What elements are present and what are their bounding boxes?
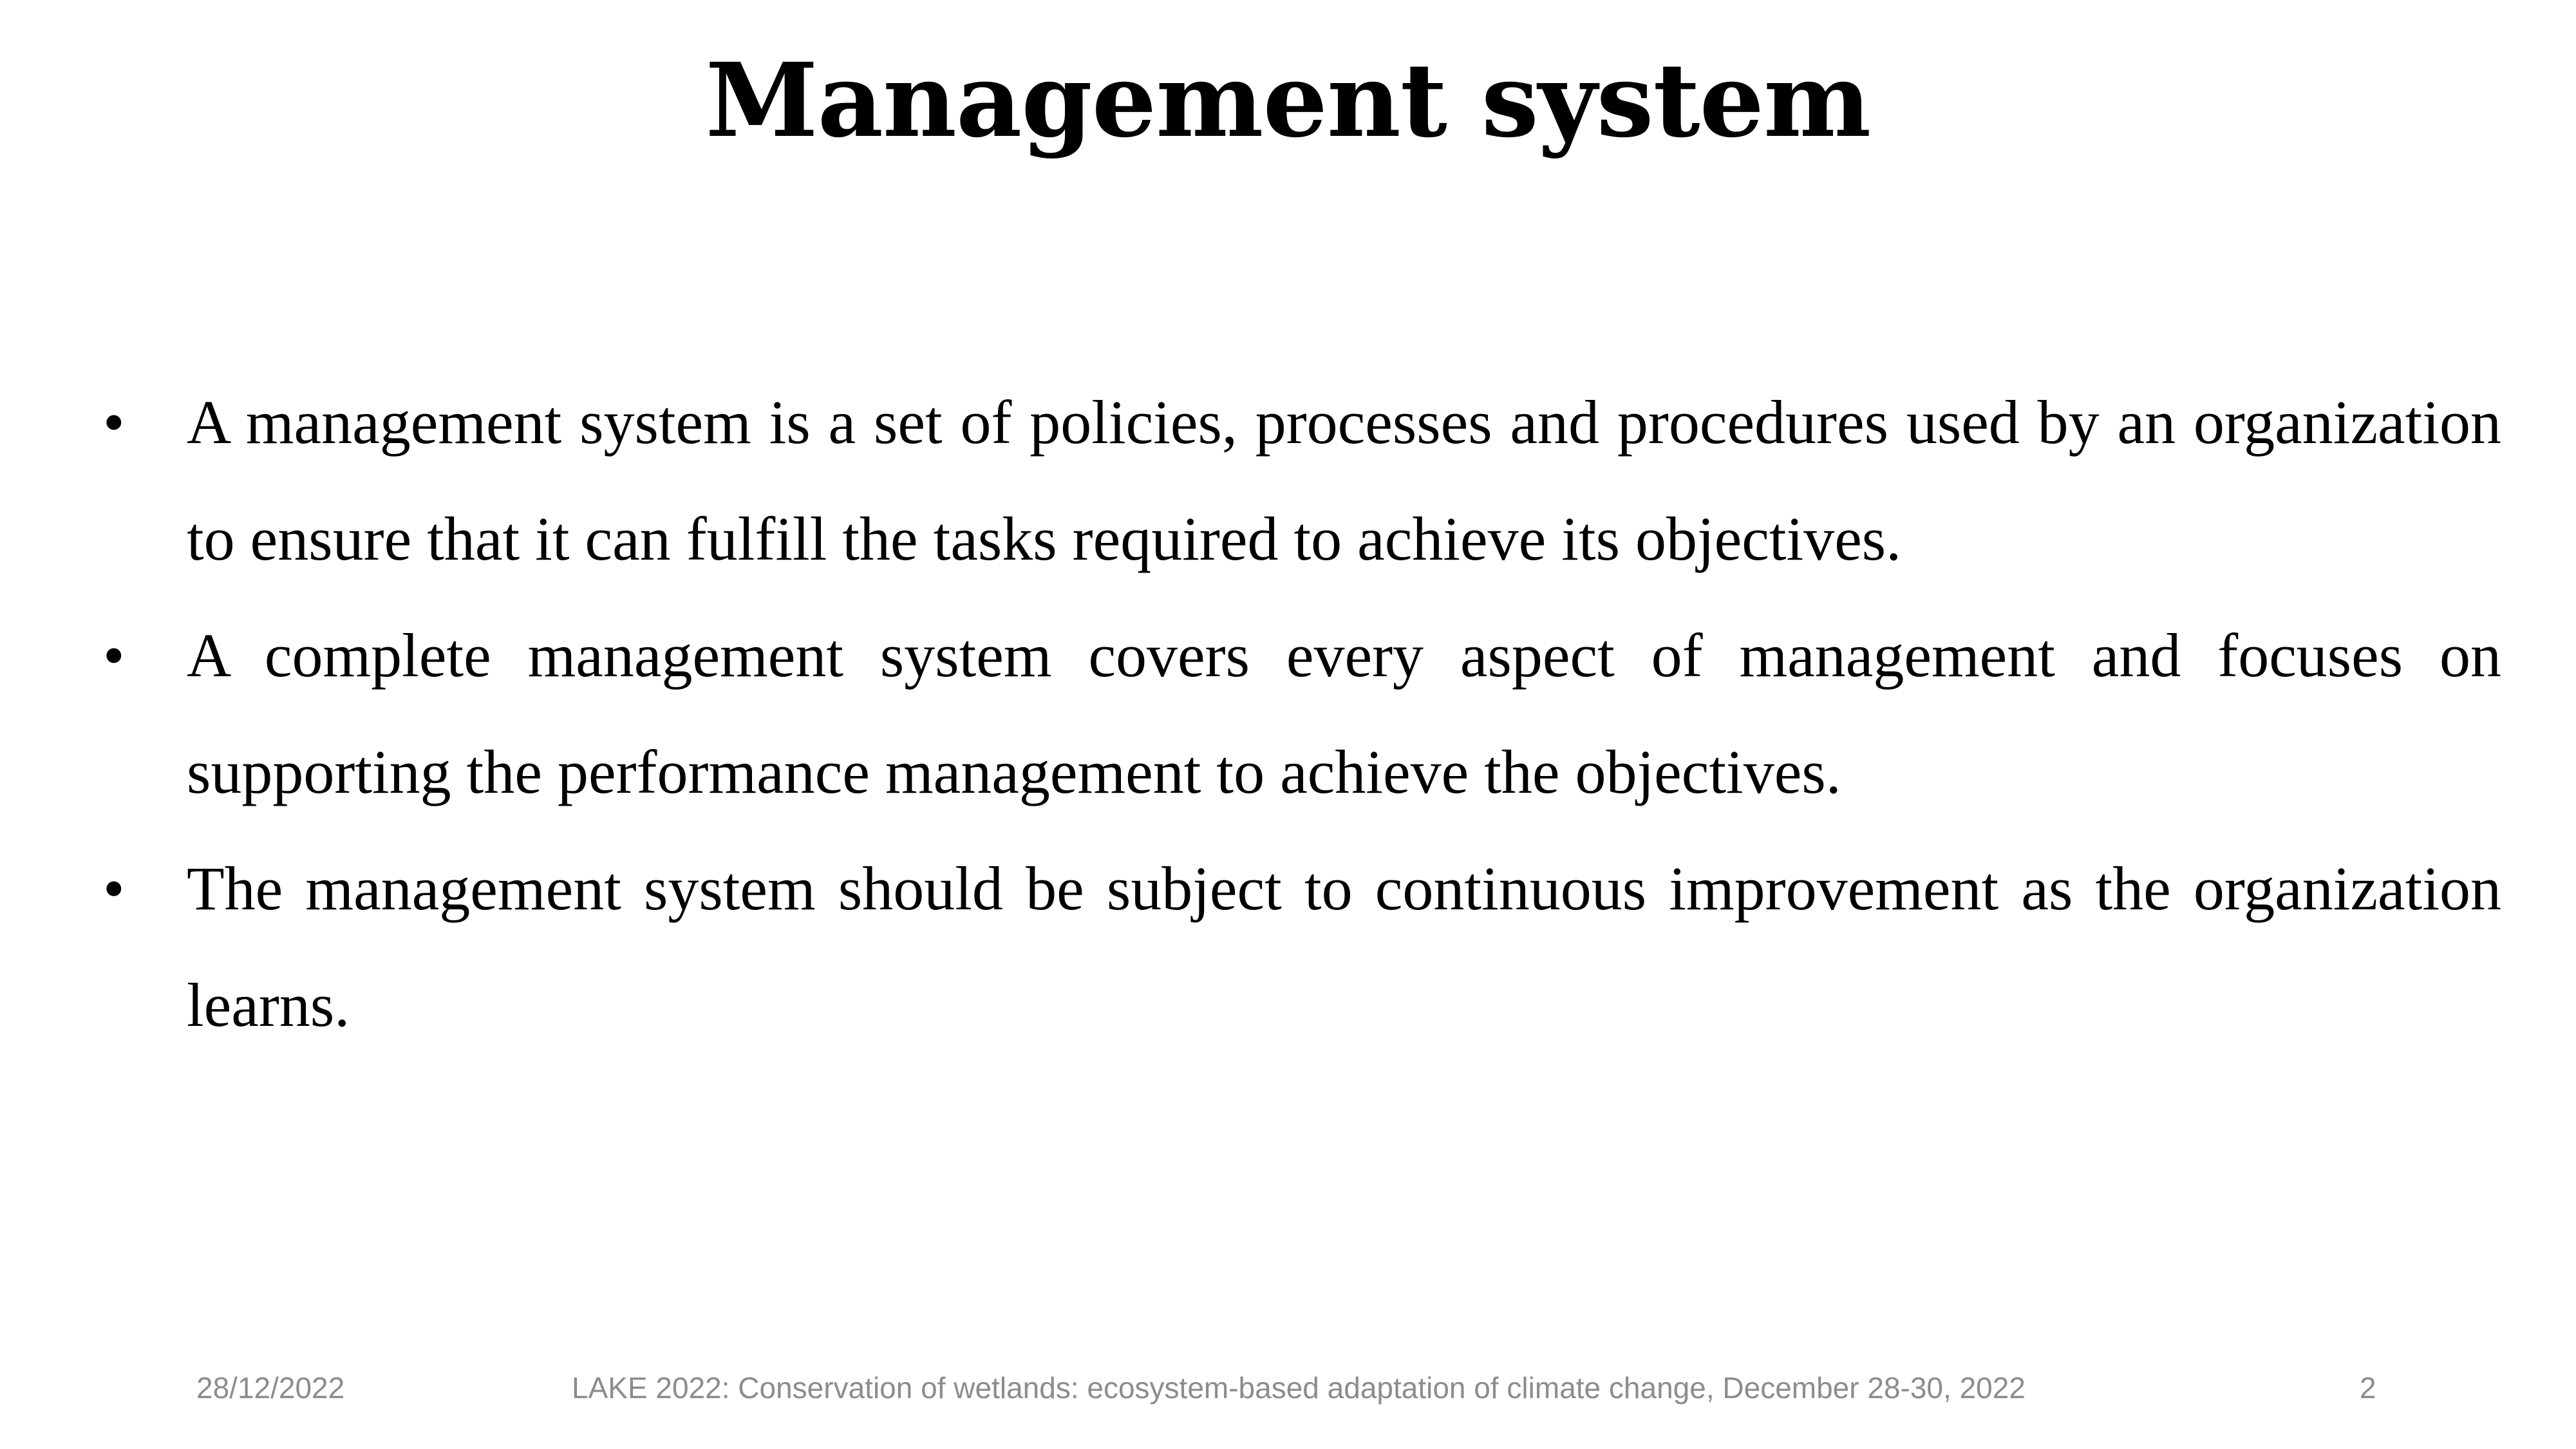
- bullet-text: A management system is a set of policies, processes and procedures used by an organization to ensure that it can fulfill the tasks required to achieve its objectives.: [187, 388, 2501, 573]
- footer-text: LAKE 2022: Conservation of wetlands: ecosystem-based adaptation of climate change, December 28-30, 2022: [572, 1371, 2026, 1405]
- bullet-text: A complete management system covers every aspect of management and focuses on supporting the performance management to achieve the objectives.: [187, 621, 2501, 806]
- bullet-icon: •: [103, 388, 125, 457]
- footer-page-number: 2: [2360, 1371, 2376, 1405]
- bullet-icon: •: [103, 854, 125, 923]
- bullet-item: [97, 364, 2501, 597]
- slide-title: Management system: [705, 41, 1871, 160]
- bullet-list: [97, 364, 2501, 1063]
- bullet-icon: •: [103, 621, 125, 690]
- bullet-item: [97, 597, 2501, 830]
- bullet-item: [97, 830, 2501, 1063]
- footer-date: 28/12/2022: [196, 1371, 345, 1405]
- bullet-text: The management system should be subject to continuous improvement as the organization learns.: [187, 854, 2501, 1039]
